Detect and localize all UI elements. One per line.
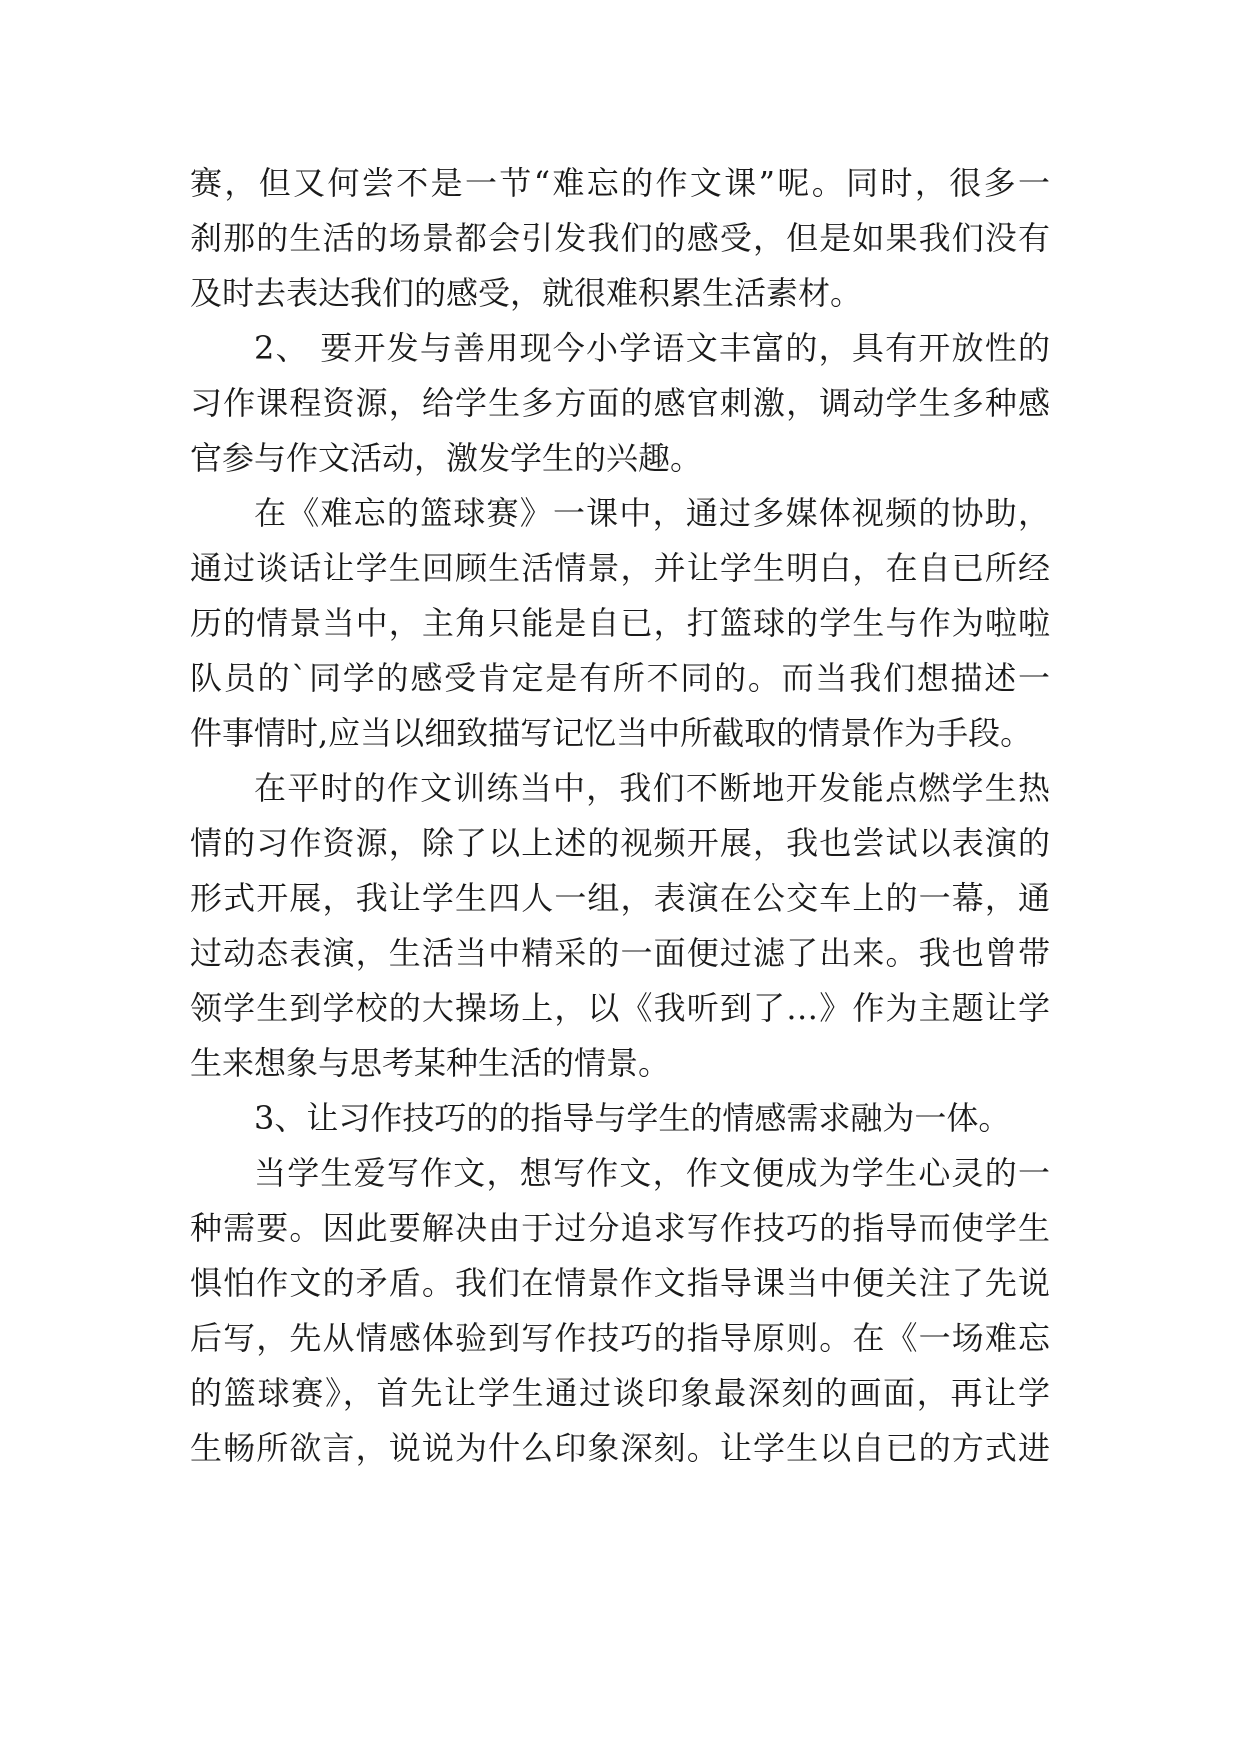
body-text: [190, 156, 1050, 1476]
text-line: 在平时的作文训练当中，我们不断地开发能点燃学生热: [254, 769, 1050, 807]
text-line: 队员的`同学的感受肯定是有所不同的。而当我们想描述一: [190, 659, 1050, 697]
text-line: 过动态表演，生活当中精采的一面便过滤了出来。我也曾带: [190, 934, 1050, 972]
text-line: 种需要。因此要解决由于过分追求写作技巧的指导而使学生: [190, 1209, 1050, 1247]
text-line: 件事情时,应当以细致描写记忆当中所截取的情景作为手段。: [190, 714, 1033, 752]
text-line: 赛，但又何尝不是一节“难忘的作文课”呢。同时，很多一: [190, 164, 1050, 202]
text-line: 及时去表达我们的感受，就很难积累生活素材。: [190, 274, 863, 312]
text-line: 官参与作文活动，激发学生的兴趣。: [190, 439, 703, 477]
text-line: 2、 要开发与善用现今小学语文丰富的，具有开放性的: [254, 329, 1050, 367]
text-line: 3、让习作技巧的的指导与学生的情感需求融为一体。: [254, 1099, 1011, 1137]
text-line: 领学生到学校的大操场上，以《我听到了…》作为主题让学: [190, 989, 1050, 1027]
text-line: 在《难忘的篮球赛》一课中，通过多媒体视频的协助，: [254, 494, 1050, 532]
text-line: 刹那的生活的场景都会引发我们的感受，但是如果我们没有: [190, 219, 1050, 257]
text-line: 历的情景当中，主角只能是自已，打篮球的学生与作为啦啦: [190, 604, 1050, 642]
text-line: 的篮球赛》，首先让学生通过谈印象最深刻的画面，再让学: [190, 1374, 1050, 1412]
text-line: 后写，先从情感体验到写作技巧的指导原则。在《一场难忘: [190, 1319, 1050, 1357]
text-line: 生来想象与思考某种生活的情景。: [190, 1044, 671, 1082]
text-line: 惧怕作文的矛盾。我们在情景作文指导课当中便关注了先说: [190, 1264, 1050, 1302]
text-line: 通过谈话让学生回顾生活情景，并让学生明白，在自已所经: [190, 549, 1050, 587]
text-line: 当学生爱写作文，想写作文，作文便成为学生心灵的一: [254, 1154, 1050, 1192]
text-line: 情的习作资源，除了以上述的视频开展，我也尝试以表演的: [190, 824, 1050, 862]
text-line: 习作课程资源，给学生多方面的感官刺激，调动学生多种感: [190, 384, 1050, 422]
text-line: 形式开展，我让学生四人一组，表演在公交车上的一幕，通: [190, 879, 1050, 917]
text-line: 生畅所欲言，说说为什么印象深刻。让学生以自已的方式进: [190, 1429, 1050, 1467]
